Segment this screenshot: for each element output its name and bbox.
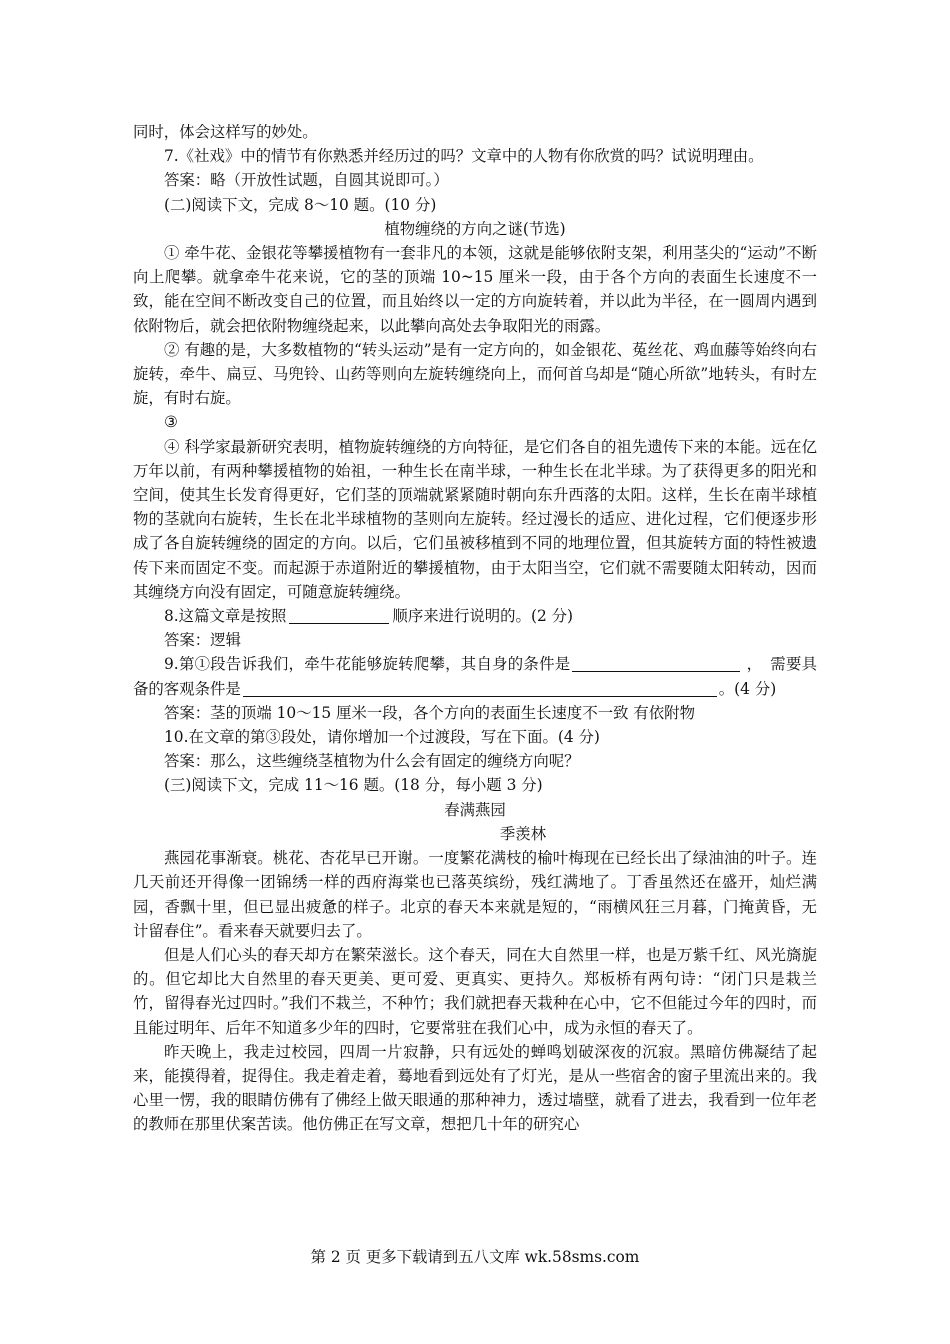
answer-9: 答案：茎的顶端 10～15 厘米一段，各个方向的表面生长速度不一致 有依附物 [164, 703, 695, 722]
question-10: 10.在文章的第③段处，请你增加一个过渡段，写在下面。(4 分) [164, 728, 600, 747]
question-8 [133, 604, 817, 628]
article-paragraph-3: 昨天晚上，我走过校园，四周一片寂静，只有远处的蝉鸣划破深夜的沉寂。黑暗仿佛凝结了起来，能摸得着，捉得住。我走着走着，蓦地看到远处有了灯光，是从一些宿舍的窗子里流出来的。我心里一愣，我的眼睛仿佛有了佛经上做天眼通的那种神力，透过墙壁，就看了进去，我看到一位年老的教师在那里伏案苦读。他仿佛正在写文章，想把几十年的研究心 [133, 1042, 817, 1134]
question-9-start: 9.第①段告诉我们，牵牛花能够旋转爬攀，其自身的条件是 [164, 655, 571, 674]
section-3-heading: (三)阅读下文，完成 11～16 题。(18 分，每小题 3 分) [164, 776, 543, 795]
question-9-end: 。(4 分) [718, 679, 777, 698]
article-author: 季羡林 [499, 824, 547, 843]
paragraph-4: ④ 科学家最新研究表明，植物旋转缠绕的方向特征，是它们各自的祖先遗传下来的本能。远在亿万年以前，有两种攀援植物的始祖，一种生长在南半球，一种生长在北半球。为了获得更多的阳光和空间，使其生长发育得更好，它们茎的顶端就紧紧随时朝向东升西落的太阳。这样，生长在南半球植物的茎就向右旋转，生长在北半球植物的茎则向左旋转。经过漫长的适应、进化过程，它们便逐步形成了各自旋转缠绕的固定的方向。以后，它们虽被移植到不同的地理位置，但其旋转方面的特性被遗传下来而固定不变。而起源于赤道附近的攀援植物，由于太阳当空，它们就不需要随太阳转动，因而其缠绕方向没有固定，可随意旋转缠绕。 [133, 437, 817, 601]
question-9 [133, 652, 817, 700]
section-2-heading: (二)阅读下文，完成 8～10 题。(10 分) [164, 195, 437, 214]
answer-7: 答案：略（开放性试题，自圆其说即可。） [164, 171, 449, 190]
text-line: 同时，体会这样写的妙处。 [133, 123, 318, 141]
paragraph-2: ② 有趣的是，大多数植物的“转头运动”是有一定方向的，如金银花、菟丝花、鸡血藤等始终向右旋转，牵牛、扁豆、马兜铃、山药等则向左旋转缠绕向上，而何首乌却是“随心所欲”地转头，有时左旋，有时右旋。 [133, 340, 817, 408]
answer-8: 答案：逻辑 [164, 631, 241, 650]
question-7: 7.《社戏》中的情节有你熟悉并经历过的吗？文章中的人物有你欣赏的吗？试说明理由。 [164, 147, 764, 166]
page-footer: 第 2 页 更多下载请到五八文库 wk.58sms.com [310, 1248, 640, 1266]
article-paragraph-1: 燕园花事渐衰。桃花、杏花早已开谢。一度繁花满枝的榆叶梅现在已经长出了绿油油的叶子。连几天前还开得像一团锦绣一样的西府海棠也已落英缤纷，残红满地了。丁香虽然还在盛开，灿烂满园，香飘十里，但已显出疲惫的样子。北京的春天本来就是短的，“雨横风狂三月暮，门掩黄昏，无计留春住”。看来春天就要归去了。 [133, 849, 817, 940]
paragraph-1: ① 牵牛花、金银花等攀援植物有一套非凡的本领，这就是能够依附支架，利用茎尖的“运动”不断向上爬攀。就拿牵牛花来说，它的茎的顶端 10~15 厘米一段，由于各个方向的表面生长速度不一致，能在空间不断改变自己的位置，而且始终以一定的方向旋转着，并以此为半径，在一圆周内遇到依附物后，就会把依附物缠绕起来，以此攀向高处去争取阳光的雨露。 [133, 244, 817, 335]
question-9-mid: ， 需要具备的客观条件是 [133, 655, 817, 698]
document-page [133, 120, 817, 1137]
paragraph-3: ③ [164, 413, 178, 432]
article-title-2: 植物缠绕的方向之谜(节选) [384, 219, 566, 238]
answer-blank [572, 655, 740, 672]
answer-blank [289, 607, 389, 624]
question-8-end: 顺序来进行说明的。(2 分) [392, 607, 574, 626]
answer-blank [243, 680, 717, 697]
article-paragraph-2: 但是人们心头的春天却方在繁荣滋长。这个春天，同在大自然里一样，也是万紫千红、风光旖旎的。但它却比大自然里的春天更美、更可爱、更真实、更持久。郑板桥有两句诗：“闭门只是栽兰竹，留得春光过四时。”我们不栽兰，不种竹；我们就把春天栽种在心中，它不但能过今年的四时，而且能过明年、后年不知道多少年的四时，它要常驻在我们心中，成为永恒的春天了。 [133, 945, 817, 1037]
article-title-3: 春满燕园 [444, 800, 506, 819]
answer-10: 答案：那么，这些缠绕茎植物为什么会有固定的缠绕方向呢？ [164, 752, 580, 771]
question-8-start: 8.这篇文章是按照 [164, 607, 287, 626]
